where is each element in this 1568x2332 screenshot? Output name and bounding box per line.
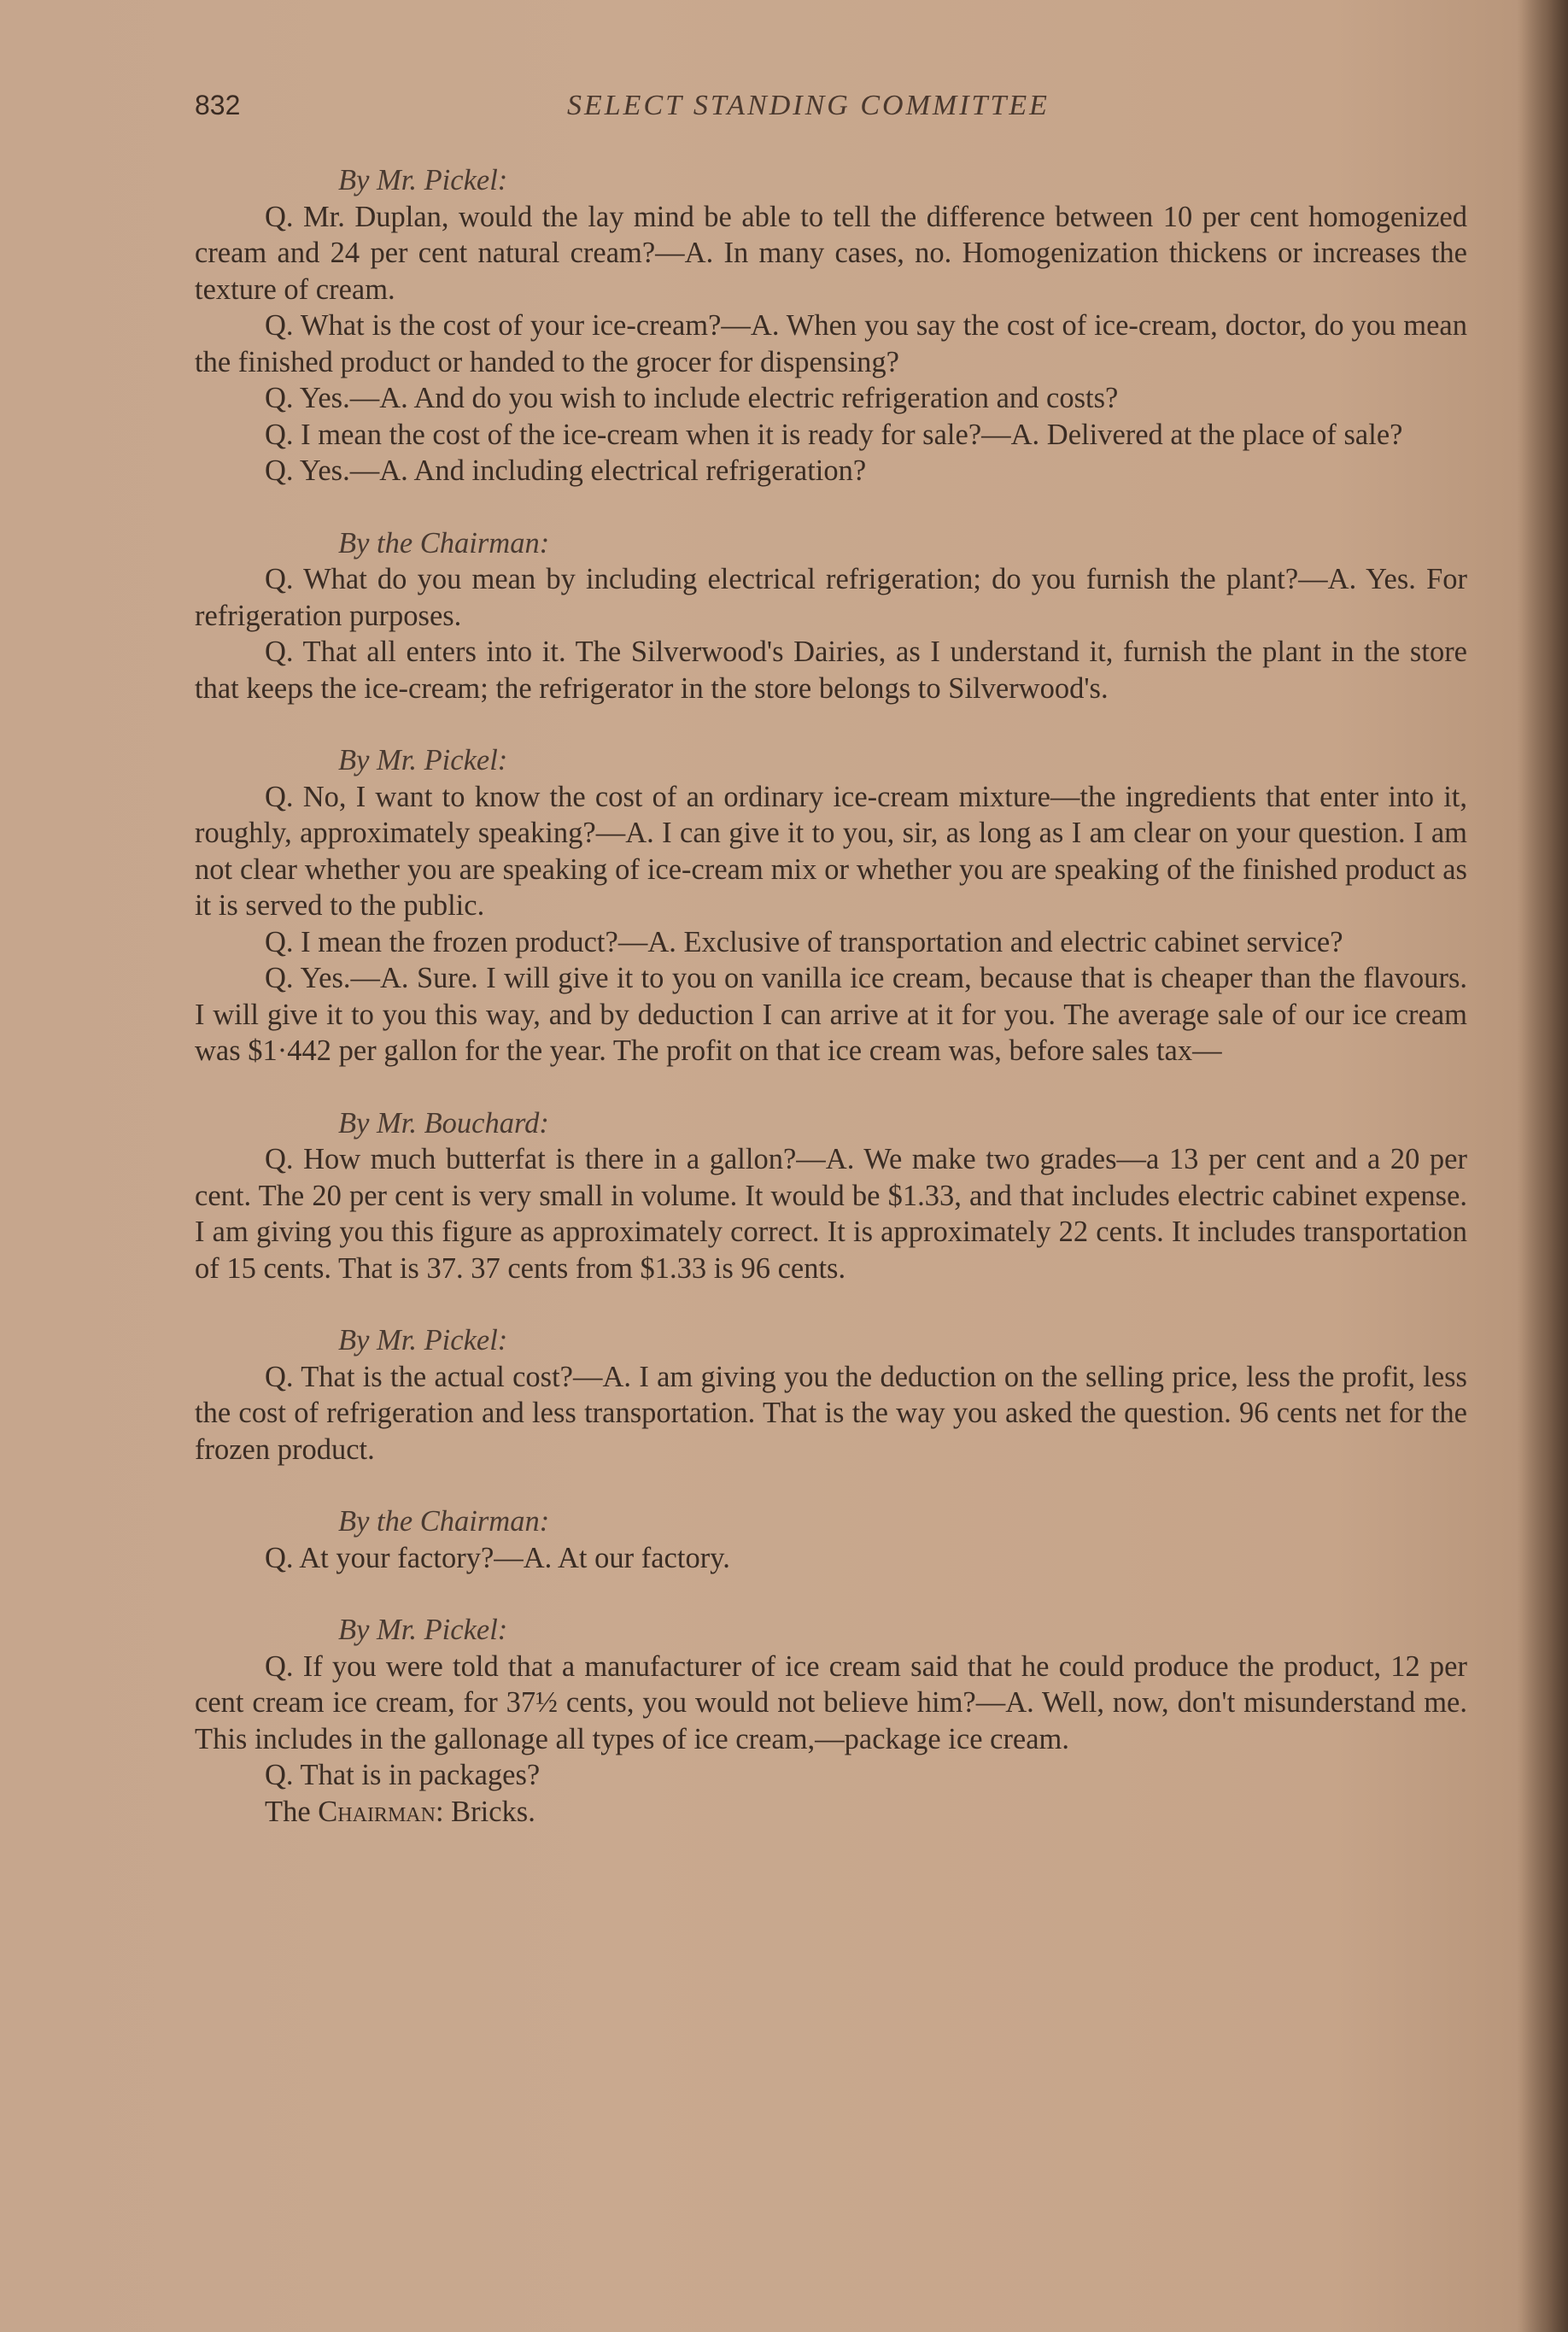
transcript-paragraph: Q. I mean the cost of the ice-cream when it is ready for sale?—A. Delivered at the place of sale? bbox=[265, 418, 1403, 451]
speaker-heading: By the Chairman: bbox=[338, 1505, 550, 1538]
transcript-paragraph: Q. How much butterfat is there in a gallon?—A. We make two grades—a 13 per cent and a 20 per cent. The 20 per cent is very small in volume. It would be $1.33, and that includes electric cabinet expense. I am giving you this figure as approximately correct. It is approximately 22 cents. It includes transportation of 15 cents. That is 37. 37 cents from $1.33 is 96 cents. bbox=[195, 1143, 1467, 1285]
closing-speaker: Chairman bbox=[318, 1795, 436, 1828]
transcript-paragraph: Q. Yes.—A. And do you wish to include electric refrigeration and costs? bbox=[265, 382, 1119, 414]
transcript-paragraph: Q. If you were told that a manufacturer of ice cream said that he could produce the product, 12 per cent cream ice cream, for 37½ cents, you would not believe him?—A. Well, now, don't misunderstand me. This includes in the gallonage all types of ice cream,—package ice cream. bbox=[195, 1649, 1467, 1755]
transcript-paragraph: Q. Mr. Duplan, would the lay mind be able to tell the difference between 10 per cent homogenized cream and 24 per cent natural cream?—A. In many cases, no. Homogenization thickens or increases the texture of cream. bbox=[195, 200, 1467, 306]
transcript-body bbox=[195, 162, 1467, 1830]
speaker-heading: By Mr. Pickel: bbox=[338, 164, 508, 196]
transcript-paragraph: Q. What is the cost of your ice-cream?—A. When you say the cost of ice-cream, doctor, do you mean the finished product or handed to the grocer for dispensing? bbox=[195, 309, 1467, 378]
transcript-paragraph: Q. At your factory?—A. At our factory. bbox=[265, 1541, 730, 1574]
page-header bbox=[195, 90, 1467, 132]
speaker-heading: By the Chairman: bbox=[338, 526, 550, 560]
closing-text: : Bricks. bbox=[435, 1795, 535, 1828]
transcript-paragraph: Q. Yes.—A. Sure. I will give it to you on vanilla ice cream, because that is cheaper than the flavours. I will give it to you this way, and by deduction I can arrive at it for you. The average sale of our ice cream was $1·442 per gallon for the year. The profit on that ice cream was, before sales tax— bbox=[195, 962, 1467, 1067]
transcript-paragraph: Q. What do you mean by including electrical refrigeration; do you furnish the plant?—A. Yes. For refrigeration purposes. bbox=[195, 563, 1467, 632]
speaker-heading: By Mr. Bouchard: bbox=[338, 1106, 549, 1140]
running-head: SELECT STANDING COMMITTEE bbox=[567, 90, 1050, 121]
speaker-heading: By Mr. Pickel: bbox=[338, 1324, 508, 1356]
transcript-paragraph: Q. I mean the frozen product?—A. Exclusive of transportation and electric cabinet service? bbox=[265, 925, 1343, 958]
transcript-paragraph: Q. Yes.—A. And including electrical refrigeration? bbox=[265, 454, 867, 487]
speaker-heading: By Mr. Pickel: bbox=[338, 1614, 508, 1646]
speaker-heading: By Mr. Pickel: bbox=[338, 744, 508, 776]
page-number: 832 bbox=[195, 90, 241, 120]
transcript-paragraph: Q. That is in packages? bbox=[265, 1759, 541, 1791]
transcript-paragraph: Q. That all enters into it. The Silverwood's Dairies, as I understand it, furnish the plant in the store that keeps the ice-cream; the refrigerator in the store belongs to Silverwood's. bbox=[195, 636, 1467, 705]
transcript-paragraph: Q. No, I want to know the cost of an ordinary ice-cream mixture—the ingredients that enter into it, roughly, approximately speaking?—A. I can give it to you, sir, as long as I am clear on your question. I am not clear whether you are speaking of ice-cream mix or whether you are speaking of the finished product as it is served to the public. bbox=[195, 780, 1467, 922]
closing-prefix: The bbox=[265, 1795, 319, 1828]
page-edge-shadow bbox=[1517, 0, 1568, 2332]
closing-line bbox=[195, 1794, 1467, 1831]
transcript-paragraph: Q. That is the actual cost?—A. I am giving you the deduction on the selling price, less the profit, less the cost of refrigeration and less transportation. That is the way you asked the question. 96 cents net for the frozen product. bbox=[195, 1360, 1467, 1466]
